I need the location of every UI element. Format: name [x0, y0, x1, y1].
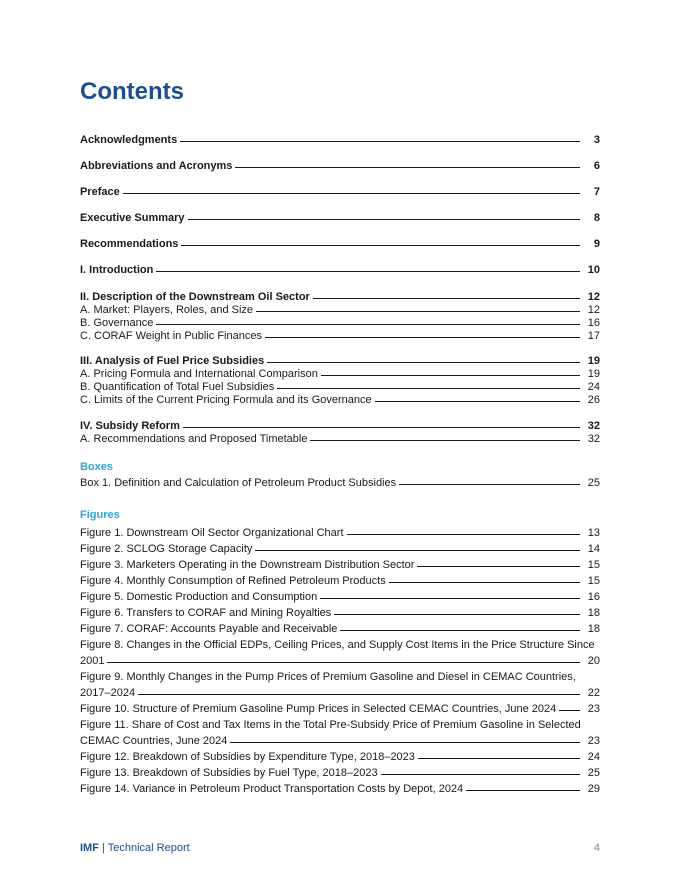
toc-entry-recommendations[interactable] [80, 238, 600, 251]
toc-entry-text: A. Recommendations and Proposed Timetable [80, 433, 308, 445]
toc-figure-entry[interactable] [80, 749, 600, 765]
toc-entry-text: Figure 1. Downstream Oil Sector Organizational Chart [80, 527, 344, 539]
toc-figure-entry[interactable] [80, 701, 600, 717]
toc-entry-text: C. CORAF Weight in Public Finances [80, 330, 262, 342]
toc-entry-text: Recommendations [80, 238, 179, 250]
toc-entry-page: 18 [587, 623, 600, 635]
toc-entry-text: Figure 9. Monthly Changes in the Pump Prices of Premium Gasoline and Diesel in CEMAC Countries, [80, 671, 576, 683]
toc-entry-text: II. Description of the Downstream Oil Sector [80, 291, 310, 303]
toc-entry-text: Figure 4. Monthly Consumption of Refined Petroleum Products [80, 575, 386, 587]
toc-entry-text: Figure 7. CORAF: Accounts Payable and Receivable [80, 623, 338, 635]
toc-entry-text: Figure 3. Marketers Operating in the Downstream Distribution Sector [80, 559, 415, 571]
toc-entry-text: Figure 12. Breakdown of Subsidies by Expenditure Type, 2018–2023 [80, 751, 415, 763]
toc-entry-text: Figure 14. Variance in Petroleum Product Transportation Costs by Depot, 2024 [80, 783, 464, 795]
page-number: 4 [593, 842, 600, 854]
toc-figure-entry-wrapped[interactable] [80, 669, 600, 701]
toc-sub-entry[interactable] [80, 368, 600, 381]
toc-entry-page: 17 [587, 330, 600, 342]
toc-entry-abbreviations[interactable] [80, 160, 600, 173]
toc-entry-text: B. Quantification of Total Fuel Subsidies [80, 381, 275, 393]
toc-entry-text: Figure 2. SCLOG Storage Capacity [80, 543, 253, 555]
toc-entry-page: 25 [587, 767, 600, 779]
toc-figure-entry-wrapped[interactable] [80, 717, 600, 749]
toc-entry-page: 26 [587, 394, 600, 406]
toc-entry-page: 3 [593, 134, 600, 146]
toc-entry-page: 20 [587, 655, 600, 667]
toc-entry-page: 24 [587, 381, 600, 393]
toc-entry-page: 7 [593, 186, 600, 198]
toc-entry-text: IV. Subsidy Reform [80, 420, 180, 432]
toc-entry-text-continued: 2017–2024 [80, 687, 136, 699]
toc-entry-text: C. Limits of the Current Pricing Formula and its Governance [80, 394, 372, 406]
toc-entry-page: 19 [587, 368, 600, 380]
toc-entry-page: 8 [593, 212, 600, 224]
toc-entry-text: I. Introduction [80, 264, 154, 276]
toc-entry-text: Abbreviations and Acronyms [80, 160, 233, 172]
toc-entry-text: Preface [80, 186, 120, 198]
toc-entry-page: 15 [587, 575, 600, 587]
toc-entry-page: 22 [587, 687, 600, 699]
toc-entry-page: 9 [593, 238, 600, 250]
toc-figure-entry[interactable] [80, 781, 600, 797]
toc-figure-entry[interactable] [80, 557, 600, 573]
toc-entry-page: 6 [593, 160, 600, 172]
toc-entry-text: III. Analysis of Fuel Price Subsidies [80, 355, 265, 367]
toc-entry-acknowledgments[interactable] [80, 134, 600, 147]
toc-entry-page: 18 [587, 607, 600, 619]
toc-entry-page: 14 [587, 543, 600, 555]
toc-entry-page: 23 [587, 703, 600, 715]
toc-entry-text: Figure 10. Structure of Premium Gasoline Pump Prices in Selected CEMAC Countries, June 2024 [80, 703, 557, 715]
toc-figure-entry[interactable] [80, 589, 600, 605]
toc-entry-page: 12 [587, 304, 600, 316]
toc-entry-page: 32 [587, 420, 600, 432]
footer-brand [80, 842, 190, 855]
toc-entry-page: 12 [587, 291, 600, 303]
toc-entry-text: Figure 5. Domestic Production and Consumption [80, 591, 318, 603]
toc-entry-page: 10 [587, 264, 600, 276]
toc-figures [80, 509, 600, 797]
toc-entry-text: Box 1. Definition and Calculation of Petroleum Product Subsidies [80, 477, 397, 489]
toc-figure-entry[interactable] [80, 573, 600, 589]
toc-entry-page: 25 [587, 477, 600, 489]
toc-sub-entry[interactable] [80, 304, 600, 317]
toc-figure-entry[interactable] [80, 621, 600, 637]
toc-entry-introduction[interactable] [80, 264, 600, 277]
toc-entry-preface[interactable] [80, 186, 600, 199]
page-footer [80, 842, 600, 855]
toc-figure-entry[interactable] [80, 541, 600, 557]
toc-sub-entry[interactable] [80, 330, 600, 343]
figures-heading: Figures [80, 509, 120, 521]
toc-entry-text: Acknowledgments [80, 134, 178, 146]
toc-entry-page: 19 [587, 355, 600, 367]
toc-entry-page: 13 [587, 527, 600, 539]
toc-figure-entry[interactable] [80, 525, 600, 541]
footer-separator: | [98, 842, 108, 854]
boxes-heading: Boxes [80, 461, 114, 473]
toc-entry-text: A. Pricing Formula and International Comparison [80, 368, 318, 380]
toc-entry-text: Figure 6. Transfers to CORAF and Mining Royalties [80, 607, 332, 619]
toc-figure-entry[interactable] [80, 605, 600, 621]
toc-sub-entry[interactable] [80, 394, 600, 407]
toc-sub-entry[interactable] [80, 433, 600, 446]
toc-entry-text: A. Market: Players, Roles, and Size [80, 304, 254, 316]
toc-boxes [80, 461, 600, 490]
toc-entry-text: Figure 11. Share of Cost and Tax Items in the Total Pre-Subsidy Price of Premium Gasoline in Selected [80, 719, 581, 731]
toc-entry-text: B. Governance [80, 317, 154, 329]
toc-entry-page: 23 [587, 735, 600, 747]
toc-figure-entry[interactable] [80, 765, 600, 781]
toc-entry-page: 24 [587, 751, 600, 763]
toc-section-heading[interactable] [80, 291, 600, 304]
toc-box-entry[interactable] [80, 477, 600, 490]
toc-sub-entry[interactable] [80, 317, 600, 330]
footer-report-type: Technical Report [107, 842, 190, 854]
toc-entry-text: Figure 13. Breakdown of Subsidies by Fuel Type, 2018–2023 [80, 767, 378, 779]
toc-entry-executive-summary[interactable] [80, 212, 600, 225]
toc-entry-page: 15 [587, 559, 600, 571]
toc-entry-text: Executive Summary [80, 212, 185, 224]
page-title: Contents [80, 78, 184, 105]
imf-logo-text: IMF [80, 842, 99, 854]
toc-section-ii [80, 291, 600, 343]
toc-sub-entry[interactable] [80, 381, 600, 394]
toc-section-heading[interactable] [80, 355, 600, 368]
toc-entry-text-continued: 2001 [80, 655, 105, 667]
toc-entry-page: 32 [587, 433, 600, 445]
toc-entry-text: Figure 8. Changes in the Official EDPs, Ceiling Prices, and Supply Cost Items in the Price Structure Since [80, 639, 595, 651]
toc-entry-text-continued: CEMAC Countries, June 2024 [80, 735, 228, 747]
toc-section-heading[interactable] [80, 420, 600, 433]
toc-entry-page: 16 [587, 317, 600, 329]
toc-section-iii [80, 355, 600, 407]
toc-section-iv [80, 420, 600, 446]
toc-figure-entry-wrapped[interactable] [80, 637, 600, 669]
toc-entry-page: 16 [587, 591, 600, 603]
toc-entry-page: 29 [587, 783, 600, 795]
